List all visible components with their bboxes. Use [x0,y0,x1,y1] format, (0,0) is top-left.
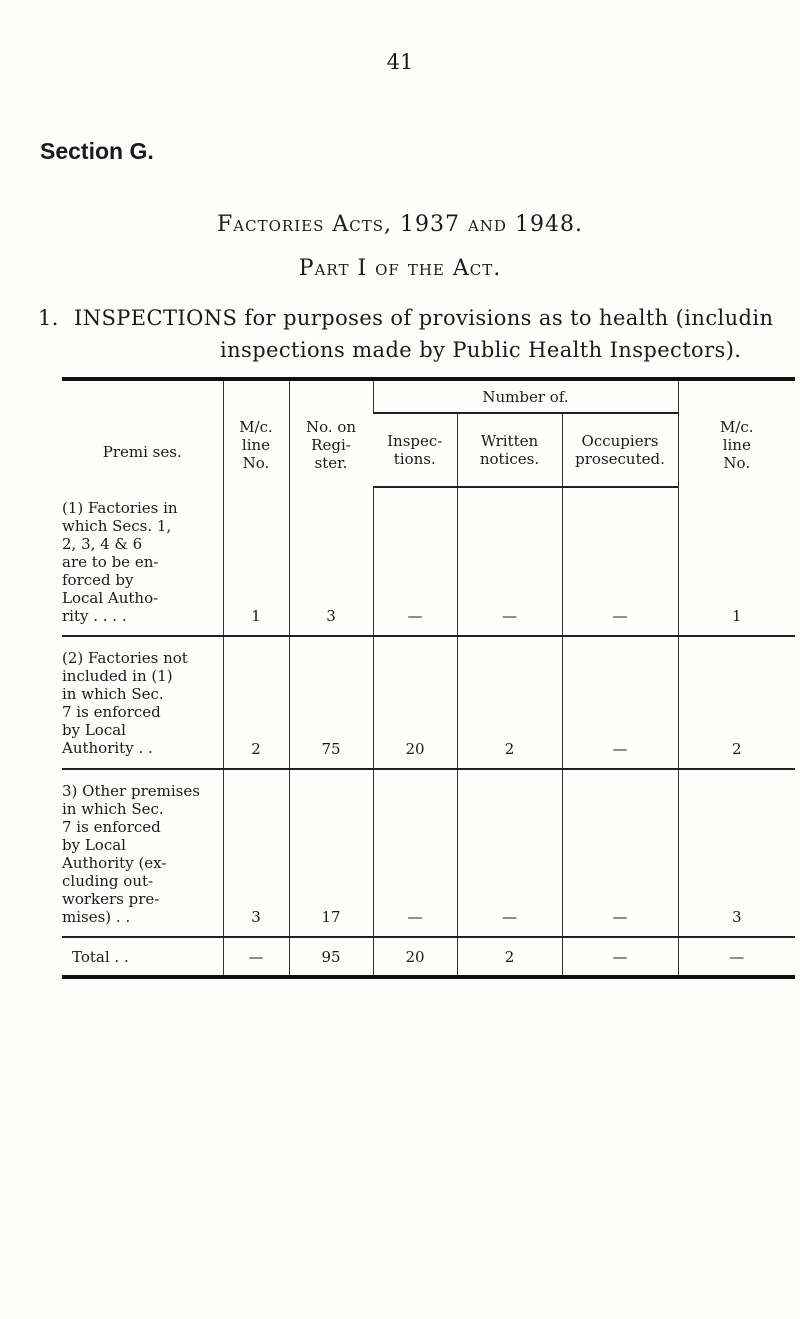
written-notices-cell: — [457,487,562,636]
occupiers-prosecuted-cell: — [562,769,678,937]
total-inspections-cell: 20 [373,937,457,977]
header-mc-line-left: M/c. line No. [223,379,289,487]
header-written-notices: Written notices. [457,413,562,487]
mc-line-cell: 1 [223,487,289,636]
total-mc-line-cell: — [223,937,289,977]
heading-line-1: INSPECTIONS for purposes of provisions as to health (includin [74,306,774,330]
premises-cell: (2) Factories not included in (1) in which Sec. 7 is enforced by Local Authority . . [62,649,188,757]
mc-line-cell: 2 [223,636,289,769]
inspections-table [62,377,795,979]
header-mc-line-right: M/c. line No. [678,379,795,487]
heading-number: 1. [38,306,59,330]
act-title: Factories Acts, 1937 and 1948. [217,212,583,237]
header-number-of: Number of. [373,379,678,413]
premises-cell: (1) Factories in which Secs. 1, 2, 3, 4 & 6 are to be en- forced by Local Autho- rity . . . . [62,499,178,625]
header-no-on-register: No. on Regi- ster. [289,379,373,487]
header-inspections: Inspec- tions. [373,413,457,487]
table-row [62,769,795,937]
table-row [62,487,795,636]
total-mc-line-right-cell: — [678,937,795,977]
premises-cell: 3) Other premises in which Sec. 7 is enforced by Local Authority (ex- cluding out- workers pre- mises) . . [62,782,200,926]
occupiers-prosecuted-cell: — [562,636,678,769]
mc-line-cell: 3 [223,769,289,937]
inspections-cell: — [373,769,457,937]
mc-line-right-cell: 3 [678,769,795,937]
inspections-cell: 20 [373,636,457,769]
written-notices-cell: 2 [457,636,562,769]
total-row [62,937,795,977]
total-occupiers-prosecuted-cell: — [562,937,678,977]
table-row [62,636,795,769]
mc-line-right-cell: 1 [678,487,795,636]
act-part-heading: Part I of the Act. [298,256,502,281]
occupiers-prosecuted-cell: — [562,487,678,636]
register-cell: 75 [289,636,373,769]
header-premises: Premi ses. [62,379,223,487]
mc-line-right-cell: 2 [678,636,795,769]
written-notices-cell: — [457,769,562,937]
page-number: 41 [386,50,414,74]
register-cell: 3 [289,487,373,636]
total-label: Total . . [62,937,223,977]
register-cell: 17 [289,769,373,937]
inspections-cell: — [373,487,457,636]
heading-line-2: inspections made by Public Health Inspectors). [220,338,742,362]
section-title: Section G. [40,138,154,164]
header-occupiers-prosecuted: Occupiers prosecuted. [562,413,678,487]
total-register-cell: 95 [289,937,373,977]
total-written-notices-cell: 2 [457,937,562,977]
